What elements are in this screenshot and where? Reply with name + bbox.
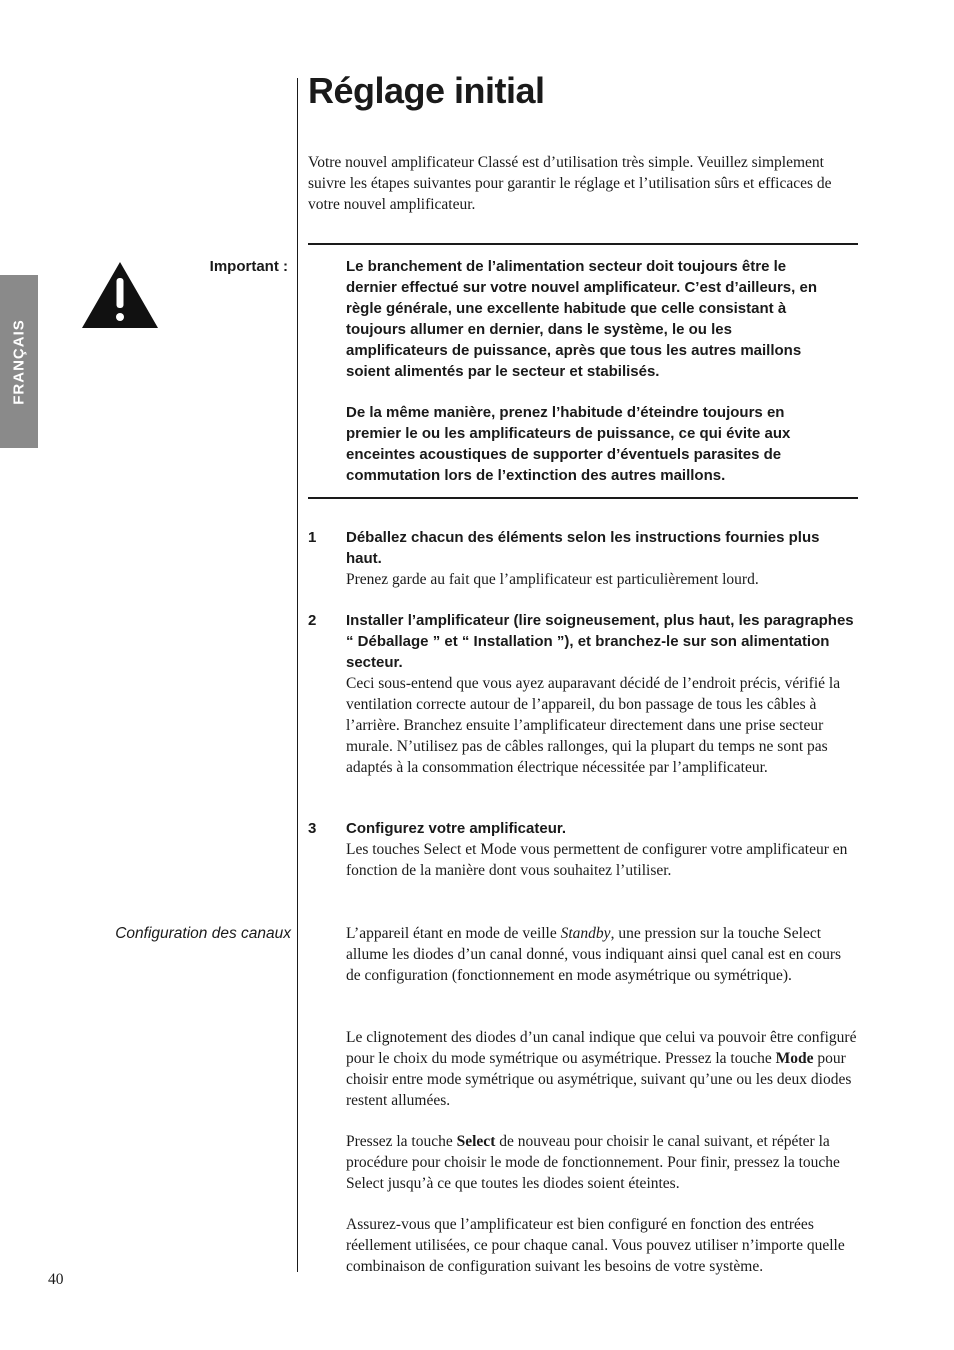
step-3 bbox=[346, 818, 858, 881]
important-paragraph-2: De la même manière, prenez l’habitude d’éteindre toujours en premier le ou les amplificateurs de puissance, ce qui évite aux enceintes acoustiques de supporter d’éventuels parasites de commutation lors de l’extinction des autres maillons. bbox=[346, 404, 791, 484]
step-text: Les touches Select et Mode vous permettent de configurer votre amplificateur en fonction de la manière dont vous souhaitez l’utiliser. bbox=[346, 841, 848, 879]
step-number: 2 bbox=[308, 612, 317, 629]
step-heading: Déballez chacun des éléments selon les instructions fournies plus haut. bbox=[346, 529, 820, 567]
config-paragraph-1: L’appareil étant en mode de veille Standby, une pression sur la touche Select allume les diodes d’un canal donné, vous indiquant ainsi quel canal est en cours de configuration (fonctionnement en mode asymétrique ou symétrique). bbox=[346, 925, 842, 984]
step-text: Prenez garde au fait que l’amplificateur est particulièrement lourd. bbox=[346, 571, 759, 588]
important-paragraph-1: Le branchement de l’alimentation secteur doit toujours être le dernier effectué sur votre nouvel amplificateur. C’est d’ailleurs, en règle générale, une excellente habitude que celle consistant à toujours allumer en dernier, dans le système, le ou les amplificateurs de puissance, après que tous les autres maillons soient alimentés par le secteur et stabilisés. bbox=[346, 258, 817, 380]
step-number: 3 bbox=[308, 820, 317, 837]
important-top-rule bbox=[308, 243, 858, 245]
page-number: 40 bbox=[48, 1271, 64, 1288]
step-number: 1 bbox=[308, 529, 317, 546]
language-tab-label: FRANÇAIS bbox=[10, 318, 28, 405]
config-paragraph-2: Le clignotement des diodes d’un canal indique que celui va pouvoir être configuré pour le choix du mode symétrique ou asymétrique. Pressez la touche Mode pour choisir entre mode symétrique ou asymétrique, suivant qu’une ou les deux diodes restent allumées. bbox=[346, 1029, 857, 1109]
vertical-rule bbox=[297, 78, 298, 1272]
mode-term: Mode bbox=[775, 1050, 814, 1067]
warning-triangle-icon bbox=[82, 262, 158, 328]
step-1 bbox=[346, 527, 858, 590]
standby-term: Standby bbox=[560, 925, 611, 942]
step-heading: Configurez votre amplificateur. bbox=[346, 820, 567, 837]
step-2 bbox=[346, 610, 858, 778]
important-label: Important : bbox=[209, 258, 288, 275]
page-title: Réglage initial bbox=[308, 70, 545, 111]
important-bottom-rule bbox=[308, 497, 858, 499]
select-term: Select bbox=[456, 1133, 496, 1150]
section-label-configuration: Configuration des canaux bbox=[115, 925, 291, 942]
config-paragraph-4: Assurez-vous que l’amplificateur est bien configuré en fonction des entrées réellement utilisées, ce pour chaque canal. Vous pouvez utiliser n’importe quelle combinaison de configuration suivant les besoins de votre système. bbox=[346, 1216, 845, 1275]
step-text: Ceci sous-entend que vous ayez auparavant décidé de l’endroit précis, vérifié la ventilation correcte autour de l’appareil, du bon passage de tous les câbles à l’arrière. Branchez ensuite l’amplificateur directement dans une prise secteur murale. N’utilisez pas de câbles rallonges, qui la plupart du temps ne sont pas adaptés à la consommation électrique nécessitée par l’amplificateur. bbox=[346, 675, 841, 776]
step-heading: Installer l’amplificateur (lire soigneusement, plus haut, les paragraphes “ Déballage ” et “ Installation ”), et branchez-le sur son alimentation secteur. bbox=[346, 612, 854, 671]
config-paragraph-3: Pressez la touche Select de nouveau pour choisir le canal suivant, et répéter la procédure pour choisir le mode de fonctionnement. Pour finir, pressez la touche Select jusqu’à ce que toutes les diodes soient éteintes. bbox=[346, 1133, 840, 1192]
language-tab bbox=[0, 275, 38, 448]
intro-paragraph: Votre nouvel amplificateur Classé est d’utilisation très simple. Veuillez simplement suivre les étapes suivantes pour garantir le réglage et l’utilisation sûrs et efficaces de votre nouvel amplificateur. bbox=[308, 154, 832, 213]
